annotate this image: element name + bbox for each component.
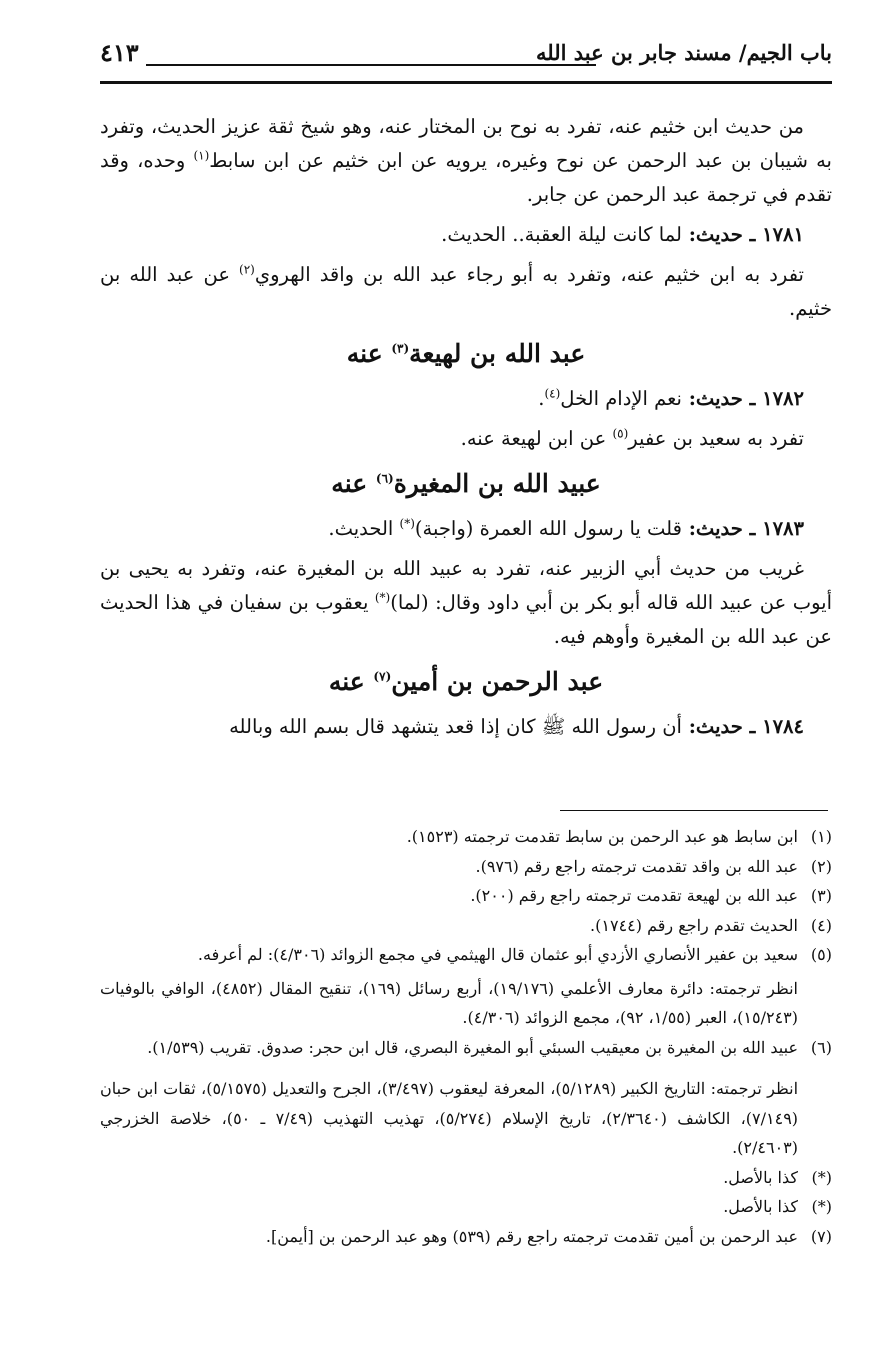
paragraph [100, 258, 832, 326]
paragraph-text: وحده، وقد تقدم في ترجمة عبد الرحمن عن جابر. [100, 149, 832, 206]
hadith-entry-1784 [100, 710, 832, 744]
paragraph [100, 422, 832, 456]
footnote-ref[interactable]: (٤) [544, 386, 561, 401]
footnote-text: ابن سابط هو عبد الرحمن بن سابط تقدمت ترجمته (١٥٢٣). [406, 827, 798, 846]
entry-text: . [538, 387, 545, 410]
paragraph-text: تفرد به ابن خثيم عنه، وتفرد به أبو رجاء عبد الله بن واقد الهروي [254, 263, 804, 286]
footnote-ref[interactable]: (*) [374, 590, 391, 605]
footnotes [100, 822, 832, 1251]
entry-text: أن رسول الله ﷺ كان إذا قعد يتشهد قال بسم الله وبالله [229, 715, 682, 738]
footnote-number: (٣) [810, 886, 832, 905]
paragraph-text: عن ابن لهيعة عنه. [460, 427, 613, 450]
footnote-divider [560, 810, 828, 811]
heading-text: عبد الرحمن بن أمين [391, 667, 604, 696]
footnote-number: (*) [811, 1167, 832, 1187]
footnote [100, 940, 832, 970]
footnote-number: (١) [810, 827, 832, 846]
footnote-text: كذا بالأصل. [723, 1167, 798, 1187]
footnote-ref[interactable]: (٣) [391, 341, 410, 356]
paragraph-text: من حديث ابن خثيم عنه، تفرد به نوح بن المختار عنه، وهو شيخ ثقة عزيز الحديث، وتفرد به شيبان بن عبد الرحمن عن نوح وغيره، يرويه عن ابن خثيم عن ابن سابط [100, 115, 832, 172]
footnote [100, 1163, 832, 1193]
footnote-text: سعيد بن عفير الأنصاري الأزدي أبو عثمان قال الهيثمي في مجمع الزوائد (٤/٣٠٦): لم أعرفه. [197, 945, 798, 964]
footnote-text: الحديث تقدم راجع رقم (١٧٤٤). [590, 915, 798, 935]
section-heading [100, 660, 832, 704]
footnote-continuation: انظر ترجمته: دائرة معارف الأعلمي (١٩/١٧٦)، أربع رسائل (١٦٩)، تنقيح المقال (٤٨٥٢)، الوافي بالوفيات (١٥/٢٤٣)، العبر (١/٥٥، ٩٢)، مجمع الزوائد (٤/٣٠٦). [100, 978, 799, 1027]
entry-keyword: ـ حديث: [681, 387, 763, 410]
footnote-text: عبد الله بن واقد تقدمت ترجمته راجع رقم (٩٧٦). [475, 856, 798, 876]
main-text [100, 110, 832, 750]
heading-text: عنه [331, 469, 376, 498]
paragraph-text: يعقوب بن سفيان في هذا الحديث عن عبد الله بن المغيرة وأوهم فيه. [100, 591, 832, 648]
footnote-ref[interactable]: (٧) [373, 669, 392, 684]
footnote-ref[interactable]: (١) [193, 148, 210, 163]
paragraph-text: تفرد به سعيد بن عفير [628, 427, 804, 450]
entry-keyword: ـ حديث: [681, 715, 763, 738]
footnote [100, 1192, 832, 1222]
footnote-ref[interactable]: (*) [399, 516, 415, 531]
header-rule [146, 64, 596, 66]
footnote-ref[interactable]: (٢) [239, 262, 255, 277]
entry-keyword: ـ حديث: [681, 517, 763, 540]
footnote-text: عبد الرحمن بن أمين تقدمت ترجمته راجع رقم (٥٣٩) وهو عبد الرحمن بن [أيمن]. [265, 1226, 798, 1246]
spacer [100, 1062, 832, 1070]
footnote [100, 822, 832, 852]
footnote-number: (٢) [810, 856, 832, 876]
footnote-number: (*) [811, 1197, 832, 1216]
entry-number: ١٧٨٤ [762, 715, 804, 738]
running-title: باب الجيم/ مسند جابر بن عبد الله [536, 40, 832, 65]
entry-text: قلت يا رسول الله العمرة (واجبة) [414, 517, 682, 540]
footnote [100, 911, 832, 941]
entry-keyword: ـ حديث: [681, 223, 763, 246]
footnote-ref[interactable]: (٥) [612, 426, 629, 441]
footnote [100, 1222, 832, 1252]
heading-text: عنه [328, 667, 374, 696]
footnote-number: (٥) [810, 945, 832, 964]
entry-number: ١٧٨٢ [762, 387, 804, 410]
hadith-entry-1782 [100, 382, 832, 416]
footnote-number: (٧) [810, 1226, 832, 1246]
footnote-text: عبيد الله بن المغيرة بن معيقيب السبئي أبو المغيرة البصري، قال ابن حجر: صدوق. تقريب (١/٥٣٩). [147, 1037, 798, 1057]
footnote-number: (٤) [810, 915, 832, 935]
section-heading [100, 332, 832, 376]
page-number: ٤١٣ [100, 38, 139, 67]
footnote-text: عبد الله بن لهيعة تقدمت ترجمته راجع رقم (٢٠٠). [470, 886, 798, 905]
header-divider [100, 81, 832, 84]
footnote [100, 852, 832, 882]
footnote-ref[interactable]: (٦) [375, 471, 394, 486]
paragraph [100, 552, 832, 654]
footnote-number: (٦) [810, 1037, 832, 1057]
paragraph-text: غريب من حديث أبي الزبير عنه، تفرد به عبيد الله بن المغيرة عنه، وتفرد به يحيى بن أيوب عن عبيد الله قاله أبو بكر بن أبي داود وقال: (لما) [100, 557, 832, 614]
heading-text: عنه [346, 339, 392, 368]
footnote-text: كذا بالأصل. [723, 1197, 798, 1216]
entry-number: ١٧٨١ [762, 223, 804, 246]
hadith-entry-1781 [100, 218, 832, 252]
paragraph [100, 110, 832, 212]
hadith-entry-1783 [100, 512, 832, 546]
section-heading [100, 462, 832, 506]
entry-text: لما كانت ليلة العقبة.. الحديث. [441, 223, 682, 246]
footnote [100, 1033, 832, 1063]
entry-text: نعم الإدام الخل [560, 387, 682, 410]
heading-text: عبد الله بن لهيعة [409, 339, 586, 368]
page-header [100, 40, 832, 80]
entry-number: ١٧٨٣ [762, 517, 804, 540]
paragraph-text: عن عبد الله بن خثيم. [100, 263, 832, 320]
entry-text: الحديث. [328, 517, 400, 540]
footnote [100, 881, 832, 911]
heading-text: عبيد الله بن المغيرة [393, 469, 601, 498]
footnote-continuation: انظر ترجمته: التاريخ الكبير (٥/١٢٨٩)، المعرفة ليعقوب (٣/٤٩٧)، الجرح والتعديل (٥/١٥٧٥)، ثقات ابن حبان (٧/١٤٩)، الكاشف (٢/٣٦٤٠)، تاريخ الإسلام (٥/٢٧٤)، تهذيب التهذيب (٧/٤٩ ـ ٥٠)، خلاصة الخزرجي (٢/٤٦٠٣). [100, 1079, 799, 1157]
